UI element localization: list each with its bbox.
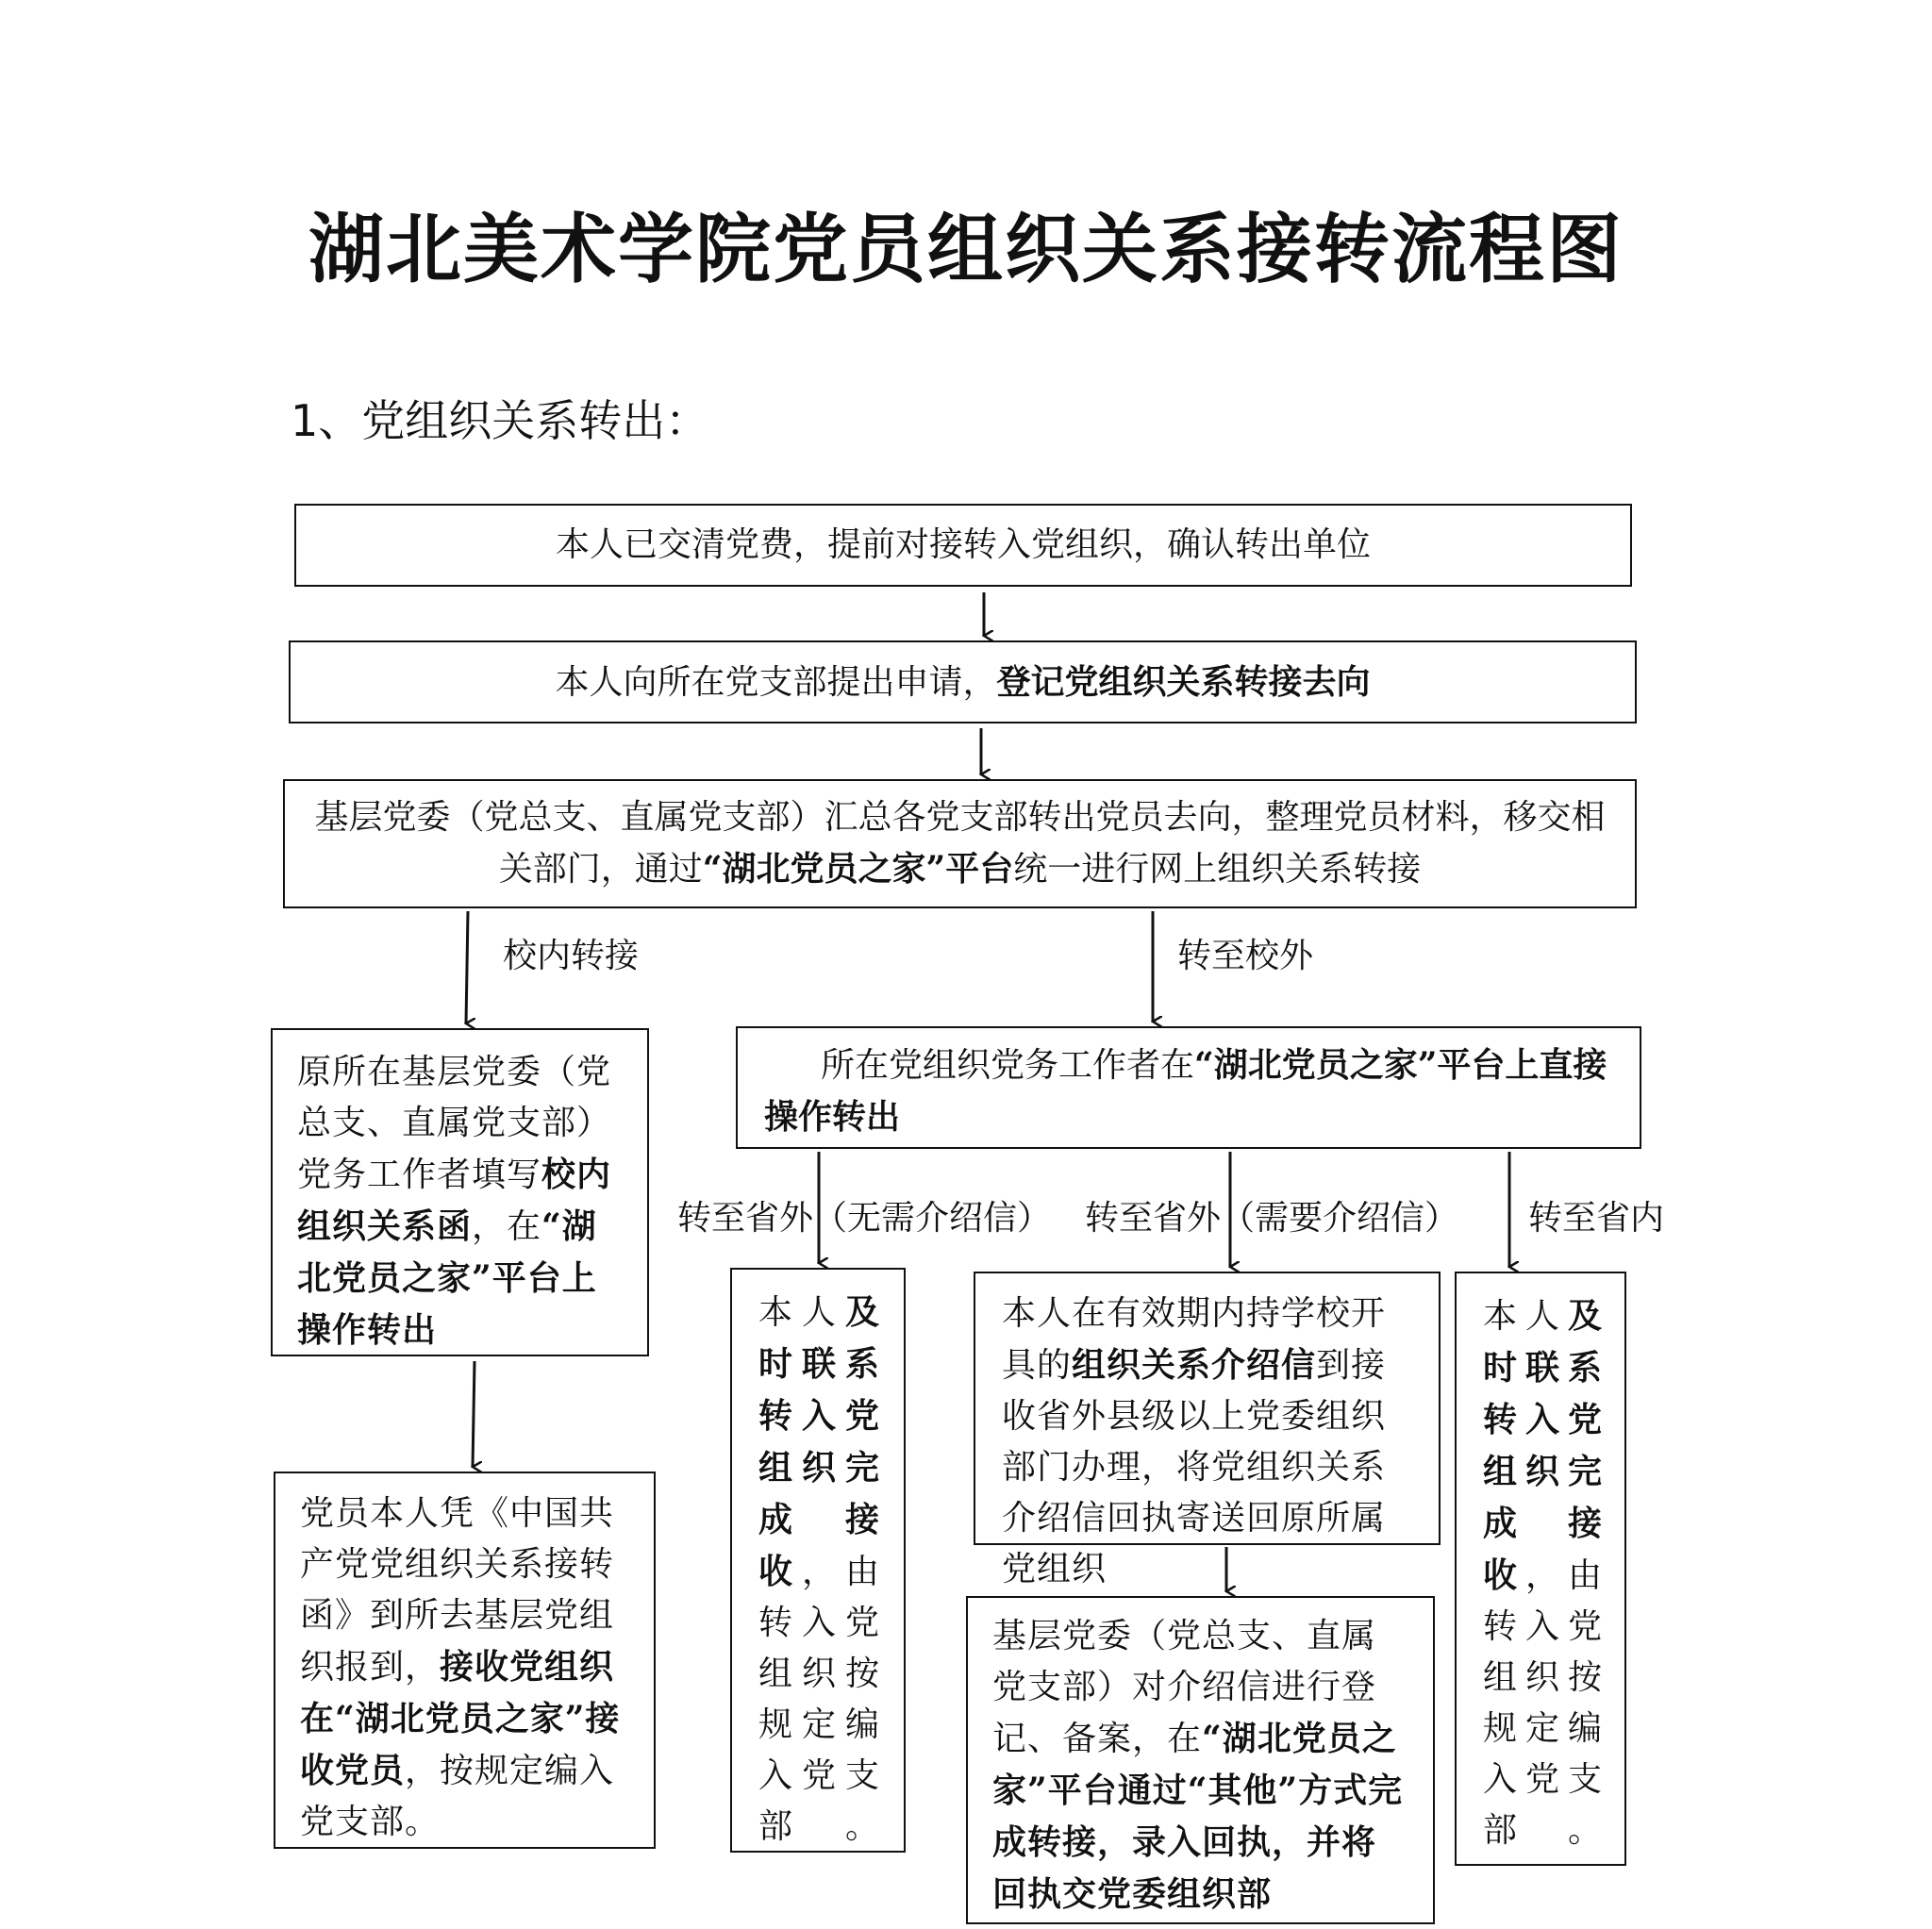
box-text: ，由转入党组织按规定编入党支部。 bbox=[1483, 1556, 1602, 1850]
box-text-bold: 及时联系转入党组织完成接收 bbox=[1483, 1296, 1602, 1595]
box-text: ，由转入党组织按规定编入党支部。 bbox=[758, 1553, 879, 1846]
arrow-internal-to-report bbox=[473, 1361, 475, 1467]
box-text: ，按规定编入党支部。 bbox=[300, 1752, 615, 1841]
step-text-bold: 登记党组织关系转接去向 bbox=[996, 661, 1371, 702]
box-text: 党员本人凭《中国共产党党组织关系接转函》到所去基层党组织报到， bbox=[300, 1494, 615, 1687]
step-text: 基层党委（党总支、直属党支部）汇总各党支部转出党员去向，整理党员材料，移交相关部门，通过 bbox=[314, 798, 1606, 889]
box-text-bold: 组织关系介绍信 bbox=[1072, 1345, 1317, 1385]
box-text: ，在 bbox=[472, 1207, 542, 1246]
box-text-bold: 接收党组织在“湖北党员之家”接收党员 bbox=[300, 1647, 621, 1790]
step-text-bold: “湖北党员之家”平台 bbox=[702, 849, 1014, 889]
arrow-to-internal bbox=[466, 911, 468, 1023]
branch-label-in-province: 转至省内 bbox=[1528, 1199, 1665, 1238]
branch-label-external: 转至校外 bbox=[1177, 937, 1314, 975]
box-text: 原所在基层党委（党总支、直属党支部）党务工作者填写 bbox=[297, 1053, 612, 1194]
box-text-bold: “湖北党员之家”平台上操作转出 bbox=[297, 1206, 597, 1350]
box-text: 本人 bbox=[1483, 1297, 1568, 1336]
branch-label-out-province-letter: 转至省外（需要介绍信） bbox=[1085, 1199, 1459, 1238]
branch-label-out-province-no-letter: 转至省外（无需介绍信） bbox=[677, 1199, 1052, 1238]
box-text-bold: “湖北党员之家”平台上直接操作转出 bbox=[764, 1045, 1607, 1137]
box-text-bold: “湖北党员之家”平台通过“其他”方式完成转接，录入回执，并将回执交党委组织部 bbox=[992, 1719, 1404, 1914]
box-text: 本人在有效期内持学校开具的 bbox=[1002, 1294, 1387, 1385]
section-heading: 1、党组织关系转出： bbox=[291, 395, 709, 446]
box-text: 到接收省外县级以上党委组织部门办理，将党组织关系介绍信回执寄送回原所属党组织 bbox=[1002, 1346, 1387, 1588]
box-text: 所在党组织党务工作者在 bbox=[821, 1046, 1195, 1085]
step-text: 本人向所在党支部提出申请， bbox=[555, 662, 997, 702]
box-text: 本人 bbox=[758, 1293, 845, 1332]
box-text: 基层党委（党总支、直属党支部）对介绍信进行登记、备案，在 bbox=[992, 1617, 1377, 1758]
step-text: 统一进行网上组织关系转接 bbox=[1013, 850, 1422, 889]
branch-label-internal: 校内转接 bbox=[503, 937, 640, 975]
page-title: 湖北美术学院党员组织关系接转流程图 bbox=[308, 205, 1624, 293]
step-text: 本人已交清党费，提前对接转入党组织，确认转出单位 bbox=[555, 525, 1371, 564]
box-text-bold: 及时联系转入党组织完成接收 bbox=[758, 1292, 879, 1591]
box-text-bold: 校内组织关系函 bbox=[297, 1155, 612, 1246]
